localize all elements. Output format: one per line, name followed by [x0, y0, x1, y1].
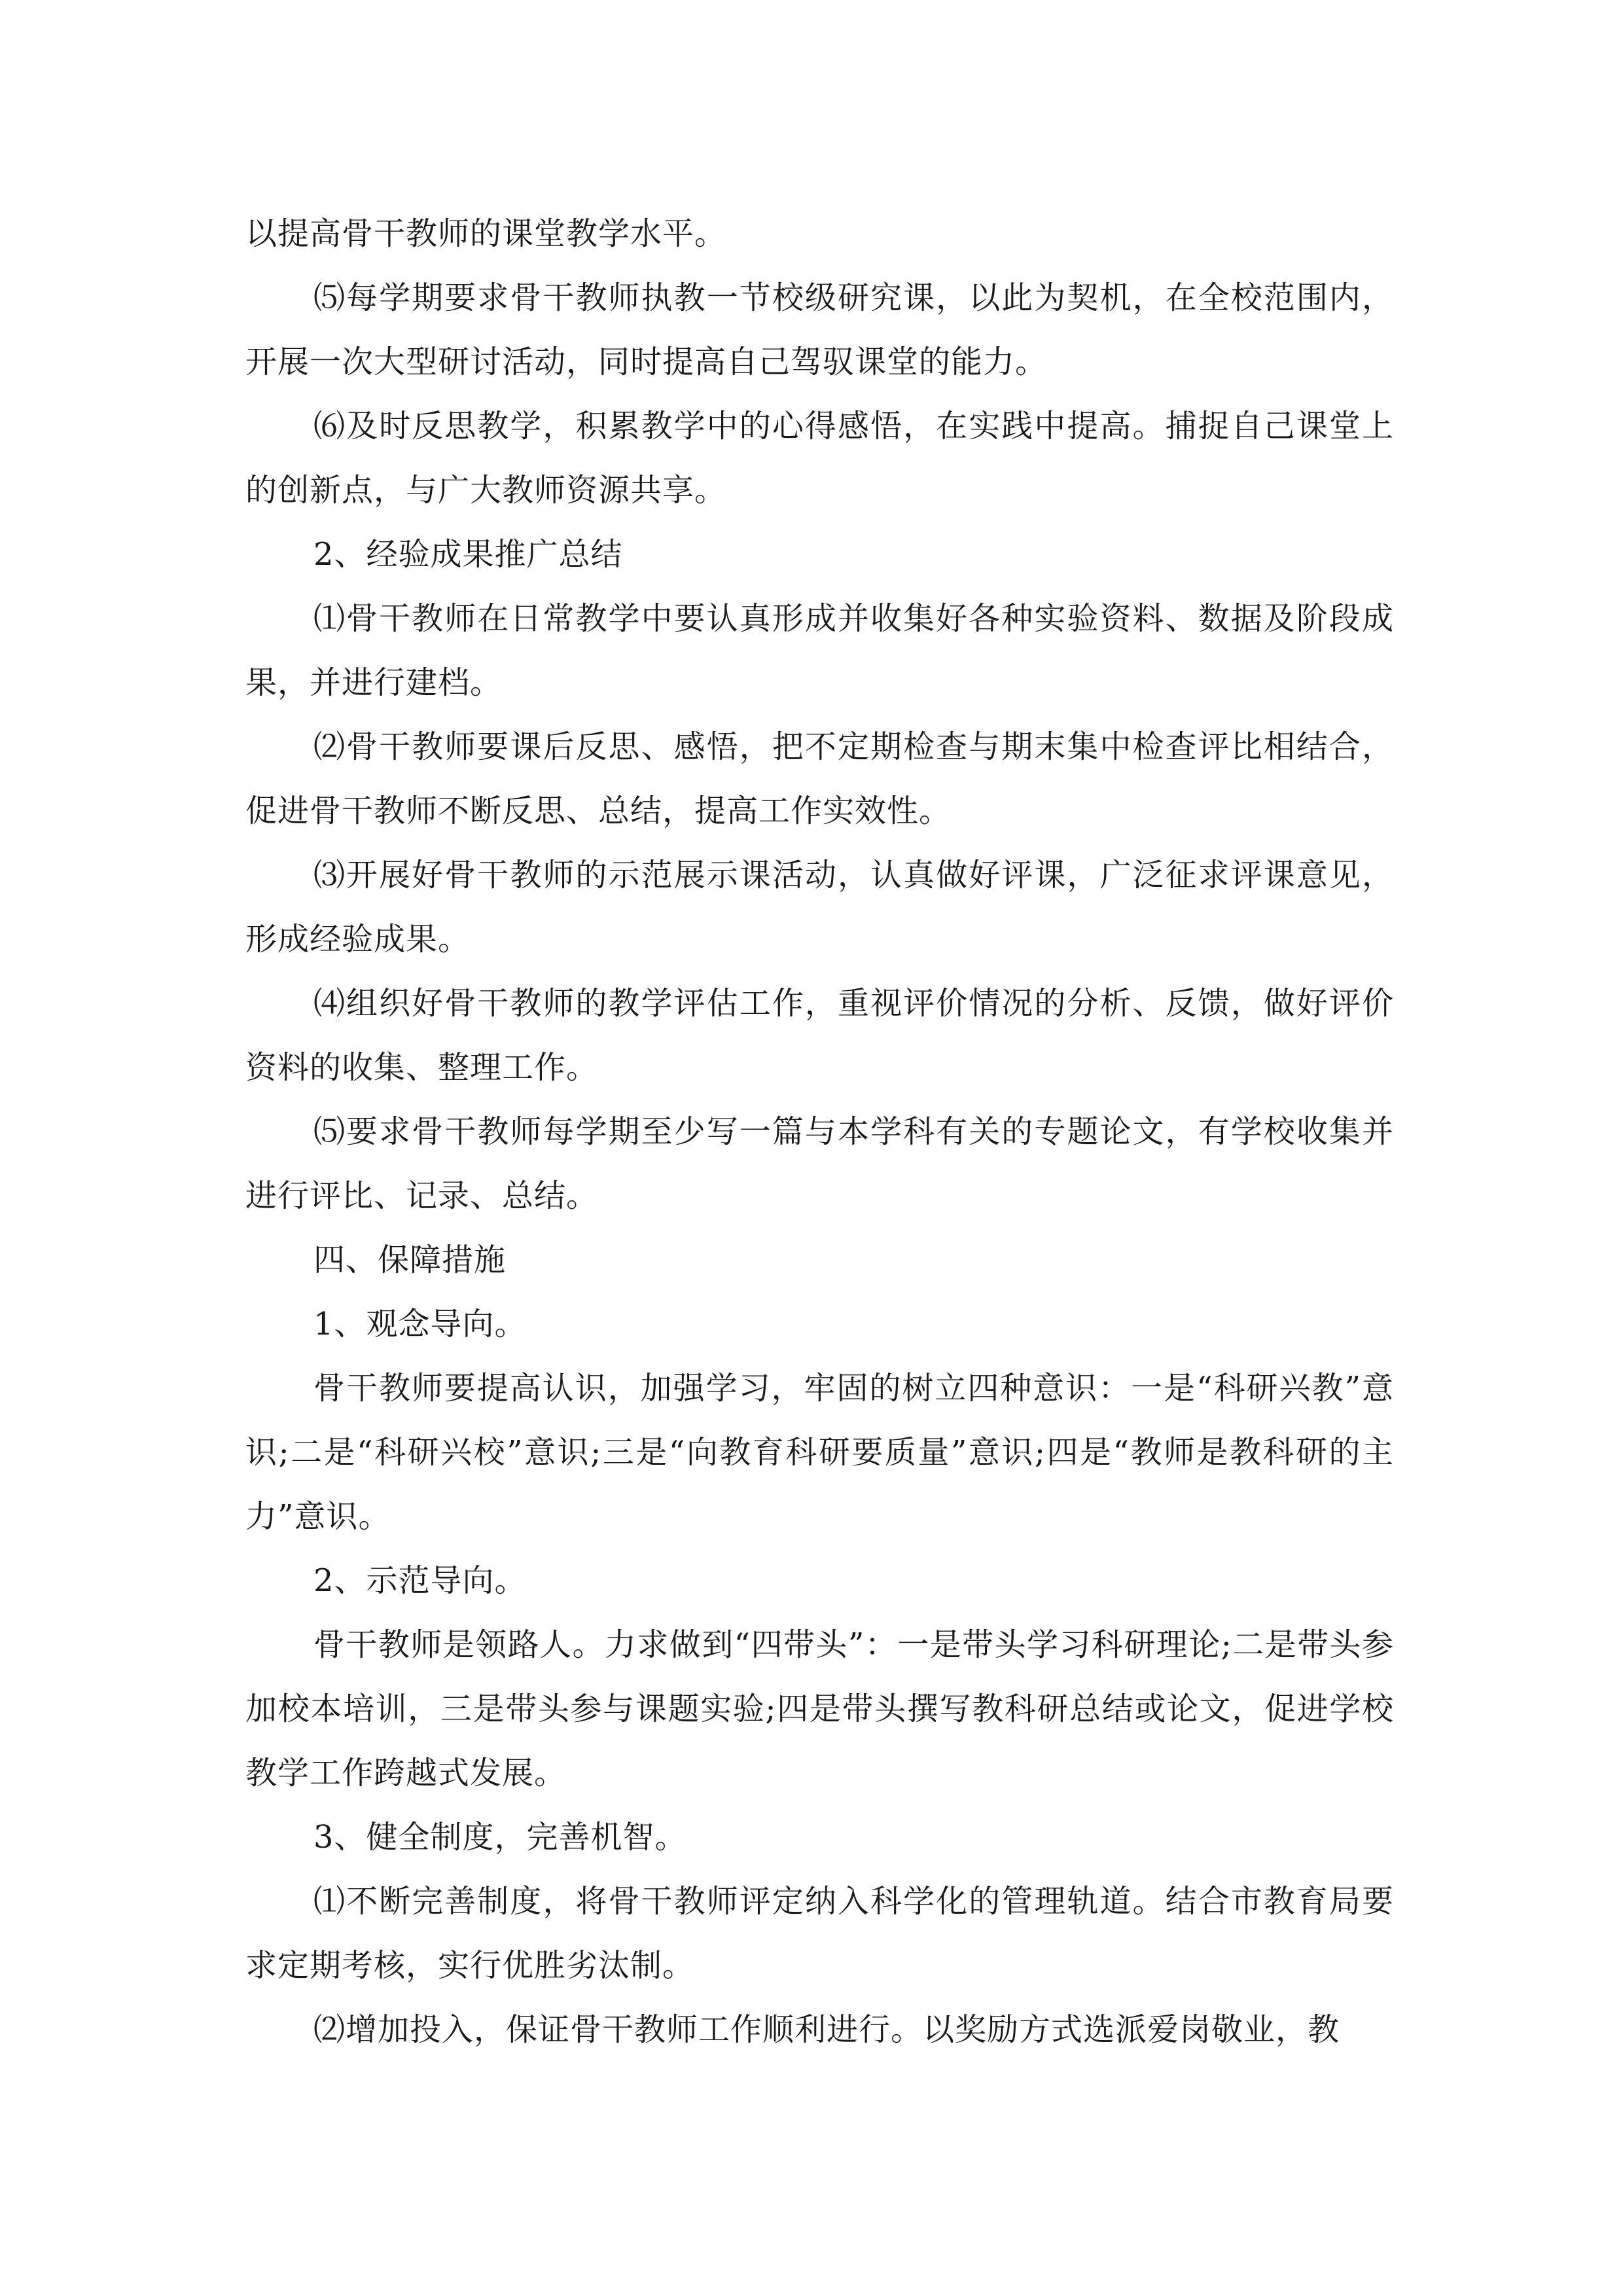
paragraph: ⑷组织好骨干教师的教学评估工作，重视评价情况的分析、反馈，做好评价资料的收集、整理工作。: [245, 985, 1394, 1086]
section-heading: 3、健全制度，完善机智。: [313, 1819, 687, 1856]
paragraph: 骨干教师要提高认识，加强学习，牢固的树立四种意识：一是“科研兴教”意识;二是“科研兴校”意识;三是“向教育科研要质量”意识;四是“教师是教科研的主力”意识。: [245, 1370, 1394, 1535]
paragraph: ⑸要求骨干教师每学期至少写一篇与本学科有关的专题论文，有学校收集并进行评比、记录、总结。: [245, 1113, 1394, 1214]
paragraph: ⑴不断完善制度，将骨干教师评定纳入科学化的管理轨道。结合市教育局要求定期考核，实行优胜劣汰制。: [245, 1883, 1394, 1984]
paragraph: ⑸每学期要求骨干教师执教一节校级研究课，以此为契机，在全校范围内，开展一次大型研讨活动，同时提高自己驾驭课堂的能力。: [245, 279, 1394, 380]
paragraph: 骨干教师是领路人。力求做到“四带头”：一是带头学习科研理论;二是带头参加校本培训，三是带头参与课题实验;四是带头撰写教科研总结或论文，促进学校教学工作跨越式发展。: [245, 1626, 1394, 1791]
paragraph: ⑶开展好骨干教师的示范展示课活动，认真做好评课，广泛征求评课意见，形成经验成果。: [245, 857, 1394, 958]
section-heading: 2、示范导向。: [313, 1562, 527, 1599]
section-heading: 四、保障措施: [313, 1242, 507, 1278]
paragraph: ⑹及时反思教学，积累教学中的心得感悟，在实践中提高。捕捉自己课堂上的创新点，与广大教师资源共享。: [245, 408, 1394, 509]
body-text: [245, 202, 1394, 2062]
paragraph: ⑵骨干教师要课后反思、感悟，把不定期检查与期末集中检查评比相结合，促进骨干教师不断反思、总结，提高工作实效性。: [245, 728, 1394, 829]
paragraph: ⑴骨干教师在日常教学中要认真形成并收集好各种实验资料、数据及阶段成果，并进行建档。: [245, 600, 1394, 701]
section-heading: 2、经验成果推广总结: [313, 536, 623, 573]
section-heading: 1、观念导向。: [313, 1306, 527, 1342]
paragraph: ⑵增加投入，保证骨干教师工作顺利进行。以奖励方式选派爱岗敬业，教: [313, 2011, 1340, 2048]
paragraph: 以提高骨干教师的课堂教学水平。: [245, 215, 727, 252]
